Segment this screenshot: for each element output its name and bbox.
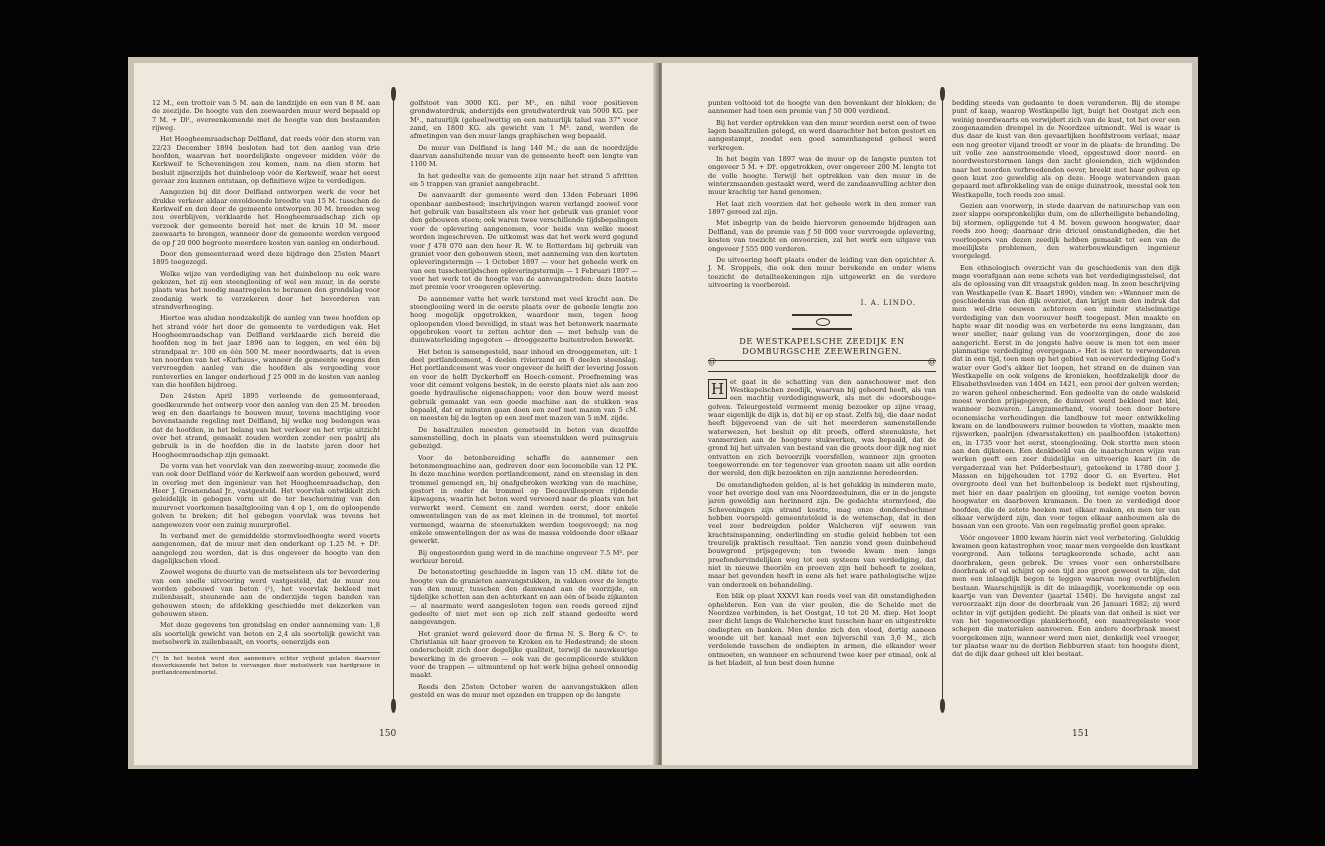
right-column-2 — [952, 99, 1180, 662]
paragraph: Het Hoogheemraadschap Delfland, dat reeds vóór den storm van 22/23 December 1894 besloten had tot den aanleg van drie hoofden, waarvan het noordelijkste ongeveer midden vóór de Kerkweif te Scheveningen zou komen, nam na dien storm het besluit zijnerzijds het duinbeloop vóór de Kerkweif, waar het eerst gevaar zou kunnen ontstaan, op definitieve wijze te verdedigen. — [152, 135, 380, 186]
paragraph: Bij ongestoorden gang werd in de machine ongeveer 7.5 M³. per werkuur bereid. — [410, 548, 638, 565]
paragraph: In verband met de gemiddelde stormvloedhoogte werd voorts aangenomen, dat de muur met den onderkant op 1.25 M. + Dlᶠ. aangelegd zou worden, dat is dus ongeveer de hoogte van den dagelijkschen vloed. — [152, 531, 380, 565]
footnote: (¹) In het bestek werd den aannemers echter vrijheid gelaten daarvoor desverkiezende het beton te vervangen door metselwerk van hardgrauw in portlandcementmortel. — [152, 652, 380, 677]
paragraph: Een blik op plaat XXXVI kan reeds veel van dit omstandigheden ophelderen. Een van de vier geulen, die de Schelde met de Noordzee verbinden, is het Oostgat, 10 tot 20 M. diep. Het loopt zeer dicht langs de Walchersche kust tusschen haar en uitgestrekte ondiepten en banken. Men denke zich den vloed, dertig aaneen woonde uit het kanaal met een bijverschil van 3,6 M., zich verdelende tusschen de ondiepten in armen, die elkander weer ontmoeten, en wanneer en schuurend twee keer per etmaal, ook al is het bladeit, al hun best doen hunne — [708, 592, 936, 667]
paragraph: bedding steeds van gedaante te doen veranderen. Bij de stompe punt of kaap, waarop Westkapelle ligt, buigt het Oostgat zich een weinig noordwaarts en verwijdert zich van de kust, tot het over een zoogenaamden drempel in de Noordzee uitmondt. Wel is waar is dus daar de kust van den gevaarlijken hoofdstroom verlaat, maar een nog grooter vijand treedt er voor in de plaats: de branding. De uit volle zee aanstroomende vloed, opgestuwd door noord- en noordwesterstormen langs den zacht glooienden, zich wijdenden naar het noorden verbreedenden oever, breekt met haar golven op geen kust zoo geweldig als op deze. Hooge watervanden gaan gepaard met afbrokkeling van de enige duinstrook, meestal ook ten Westkapelle, toch reeds zoo smal. — [952, 99, 1180, 199]
column-rule-ornament — [940, 87, 945, 101]
paragraph: Bij het verder optrekken van den muur werden eerst een of twee lagen basaltzuilen gelegd, en werd daarachter het beton gestort en aangestampt, zoodat een goed samenhangend geheel werd verkregen. — [708, 118, 936, 152]
paragraph: De aanvaardt der gemeente werd den 13den Februari 1896 openbaar aanbesteed; inschrijvingen waren verlangd zoowel voor het gebruik van basaltsteen als voor het gebruik van graniet voor den gebouwen steen; ook waren twee verschillende tijdsbepalingen voor de oplevering aangenomen, voor beide van welke moest worden ingeschreven. De uitkomst was dat het werk werd gegund voor ƒ 478 070 aan den heer R. W. te Rotterdam bij gebruik van graniet voor den gebouwen steen, met aanneming van den kortsten opleveringstermijn — 1 October 1897 — voor het geheele werk en van een tusschentijdschen opleveringstermijn — 1 Februari 1897 — voor het werk tot de hoogte van de aanvangstreden: deze laatste met premie voor vroegeren oplevering. — [410, 191, 638, 292]
article-body — [708, 378, 936, 671]
paragraph: Den 24sten April 1895 verleende de gemeenteraad, goedkeurende het ontwerp voor den aanleg van den 25 M. breeden weg en den daarlangs te bouwen muur, tevens machtiging voor bovenstaande regeling met Delfland, bij welke nog bedongen was dat de hoofden, in het belang van het verkeer en het vrije uitzicht over het strand, gemaakt zouden worden zonder een paalrij als gebruik is in de hoofden die in de laatste jaren door het Hoogheemraadschap zijn gemaakt. — [152, 392, 380, 459]
title-rule — [708, 360, 936, 372]
page-number: 150 — [379, 729, 397, 739]
paragraph: Gezien aan voorwerp, in stede daarvan de natuurschap van een zeer slappe oorspronkelijke duin, om de allerheiligste behandeling, bij stormen, opliggende tot 4 M. boven gewoon hoogwater, daar reeds zoo hoog; daarnaar drie dricuel omstandigheden, die het voorloopers van dezen zeedijk hebben gemaakt tot een van de moeilijkste problemen, den waterbouwkundigen ingenieur voorgelegd. — [952, 202, 1180, 261]
paragraph: golfstoot van 3000 KG. per M²., en nihil voor positieven grondwaterdruk, anderzijds een grondwaterdruk van 5000 KG. per M²., natuurlijk (geheel)wettig en een natuurlijk talud van 37° voor zand, en 1800 KG. als gewicht van 1 M³. zand, werden de afmetingen van den muur langs graphischen weg bepaald. — [410, 99, 638, 141]
paragraph: Vóór ongeveer 1800 kwam hierin niet veel verbetering. Gelukkig kwamen geen katastrophen voor, maar men vergeelde den kustkant voorgrond. Aan telkens terugkeerende schade, acht aan doorbraken, geen gebrek. De vrees voor een onherstelbare doorbraak of val schijnt op een tijd zoo groot geweest te zijn, dat men een inlaagdijk begon te leggen waarvan nog overblijfselen bestaan. Waarschijnlijk is dit de inlaagdijk, voorkomende op een kaartje van van Deventer (jaartal 1540). De hevigste angst zal veroorzaakt zijn door de doorbraak van 26 Januari 1682; zij werd echter in vijf getijden gedicht. De plaats van dat onheil is niet ver van het tegenwoordige plankierhoofd, een maatregelaste voor schepen die materialen aanvoeren. Een andere doorbraak moest voorgekomen zijn, wanneer werd men niet, denkelijk veel vroeger, ter plaatse waar nu de dertien Rebburren staat: ten hoogste dient, dat de dijk daar geheel uit klei bestaat. — [952, 533, 1180, 659]
paragraph: In het begin van 1897 was de muur op de langste punten tot ongeveer 5 M. + Dlᶠ. opgetrokken, over ongeveer 200 M. lengte tot de volle hoogte. Terwijl het optrekken van den muur in de winterzmaanden gestaakt werd, werd de zandaanvulling achter den muur krachtig ter hand genomen. — [708, 155, 936, 197]
drop-cap: H — [708, 379, 727, 399]
paragraph: De basaltzuilen moesten gemetseld in beton van dezelfde samenstelling, doch in plaats van steenstukken werd puinsgruis gebezigd. — [410, 425, 638, 451]
author-signature: I. A. LINDO. — [860, 299, 916, 308]
column-rule-ornament — [391, 699, 396, 713]
paragraph: De muur van Delfland is lang 140 M.; de aan de noordzijde daarvan aansluitende muur van de gemeente heeft een lengte van 1100 M. — [410, 143, 638, 169]
column-rule — [942, 93, 943, 707]
paragraph: De uitvoering heeft plaats onder de leiding van den opzichter A. J. M. Sroppels, die ook den muur berekende en onder wiens toezicht de detailteekeningen zijn uitgewerkt en de verdere uitvoering is voorbereid. — [708, 255, 936, 289]
paragraph: De betonstorting geschiedde in lagen van 15 cM. dikte tot de hoogte van de granieten aanvangstukken, in vakken over de lengte van den muur, tusschen den damwand aan de voorzijde, en tijdelijke schotten aan den achterkant en aan één of beide zijkanten — al naarmate werd aangesloten tegen een reeds gereed zijnd gedeelte of niet met een op zich zelf staand gedeelte werd aangevangen. — [410, 568, 638, 627]
paragraph: Het beton is samengesteld, naar inhoud en drooggemeten, uit: 1 deel portlandcement, 4 deelen rivierzand en 6 deelen steenslag. Het portlandcement was voor ongeveer de helft der levering Josson en voor de helft Dyckerhoff en Hoech-cement. Proefneming was voor dit cement volgens bestek, in de eerste plaats niet als aan zoo goede hydraulische eigenschappen; voor den bouw werd meest gebruik gemaakt van een goede machine aan de stukken was bepaald, dat er minsten gaan doen een zeef met mazen van 5 cM. en meesten bij de legten op een zeef met mazen van 5 mM. zijde. — [410, 347, 638, 423]
paragraph: De vorm van het voorvlak van den zeewering-muur, zoomede die van ook door Delfland vóór de Kerkweif aan worden gebouwd, werd in overleg met den ingenieur van het Hoogheemraadschap, den Heer J. Groenendaal Jr., vastgesteld. Het voorvlak ontwikkelt zich geleidelijk in gebogen vorm uit de ter beschermimg van den muurvoet voorkomen basaltglooiing van 4 op 1, om de oploopende golven te breken; dit hol gebogen voorvlak was tevens het aangewezen voor een zuinig muurprofiel. — [152, 462, 380, 529]
paragraph: De aannemer vatte het werk terstond met veel kracht aan. De steenglooiing werd in de eerste plaats over de geheele lengte zoo hoog mogelijk opgetrokken, waardoor men, tegen hoog oploopenden vloed beveiligd, in staat was het betonwerk naarmate opgebroken voort te zetten achter den — met behulp van de duinwaterleiding ingegoten — drooggezette buitentreden bewerkt. — [410, 294, 638, 345]
article-title: DE WESTKAPELSCHE ZEEDIJK EN DOMBURGSCHE ZEEWERINGEN. — [739, 335, 905, 356]
page-number: 151 — [1072, 729, 1090, 739]
paragraph: Met inbegrip van de beide hiervoren genoemde bijdragen aan Delfland, van de premie van ƒ 50 000 voor vervroegde oplevering, kosten van toezicht en onvoorzien, zal het werk een uitgave van ongeveer ƒ 555 000 vorderen. — [708, 219, 936, 253]
paragraph: punten voltooid tot de hoogte van den bovenkant der blokken; de aannemer had toen een premie van ƒ 50 000 verdiend. — [708, 99, 936, 116]
paragraph: De omstandigheden gelden, al is het gelukkig in minderen mate, voor het overige deel van ons Noordzeeduinen, die er in de jongste jaren geweldig aan herinnerd zijn. De gedachte stormvloed, die Scheveningen zijn strand kostte, mag onze dondersbochmer hebben voorspeld: gemeenteteleid is de wetenschap, dat in den veel zeer bedreigden polder Walcheren vijf eeuwen van krachtsinspanning, onderlinding en studie geleid hebben tot een treurelijk praktisch resultaat. Ten aanzie vond geen duinbehoud bouwgrond prijsgegeven; ten tweede kwam men langs proefondervindelijken weg tot een systeem van verdediging, dat niet in nieuwe theoriën en proeven zijn heil behoeft te zoeken, maar het gevonden heeft in eene als het ware pathologische wijze van onderzoek en behandeling. — [708, 480, 936, 589]
section-ornament — [792, 314, 852, 330]
paragraph: Een ethnologisch overzicht van de geschiedenis van den dijk mage voorafgaan aan eene schets van het verdedigingsstelsel, dat als de oplossing van dit vraagstuk gelden mag. In zoon beschrijving van Westkapelle (van K. Baart 1890), vinden we: »Wanneer men de geschiedenis van den dijk overziet, dan krijgt men den indruk dat men wel-drie eeuwen achtereen een minder stelselmatige verdediging van den voorouver heeft toegepast. Men maakte en hapte waar dit noodig was en verbeterde nu eens langzaam, dan weer sneller, naar gelang van de voorzorgingen, door de zee aangericht. Eerst in de jongste halve eeuw is men tot een meer planmatige verdediging overgegaan.« Het is niet te verwonderen dat in een tijd, toen men op het gebied van oeververdediging God's water over God's akker liet loopen, het strand en de duinen van Westkapelle en ook volgens de kronieken, hoofdzakelijk door de Elisabethsvloeden van 1404 en 1421, een prooi der golven werden; zo waren geheel onbeschermd. Een gedeelte van de onde walskeid moest worden prijsgegeven, de duinvoet werd bekleed met klei, wanneer bezwaren. Langzamerhand, vooral toen door betere economische verhoudingen die landbouw tot meer ontwikkeling kwam en de landbouwers ruimer bouwden te vlotten, maakte men rijswerken, paalrijen (dwarsstaketten) en paalhoofden (staketten) en, in 1735 voor het eerst, steenglooiing. Ook stortte men steen aan den dijksteen. Een denkbeeld van de maatschuren wijze van werken geeft een zeer duidelijke en uitvoerige kaart (in de vergaderzaal van het Polderbestuur), geteekend in 1780 door J. Masson en bijgehouden tot 1792 door G. en Everteu. Het overgroote deel van het buitenbeloop is bedekt met rijshouting, met hier en daar paalrijen en glooiing, tot eenige voeten boven hoogwater en daarboven kramanen. De toen ze verdedigd door hoofden, die de zetete hoeken met elkaar maken, en men ter van elkaar verwijderd zijn, dan voor tegen elkaar aanhoumen ala de basaan van een groote. Van een regelmatig profiel geen sprake. — [952, 263, 1180, 531]
paragraph: et gaat in de schatting van den aanschouwer met den Westkapelschen zeedijk, waarvan bij gehoord heeft, als van een machtig verdedigingswerk, als met de »doorsbouge« golven. Teleurgesteld vermeent menig bezoeker op zijne vraag, waar eigenlijk de dijk is, dat bij er op staat. Zelfs bij, die daar nadat heeft bijgevoend van de uit het meerderen samenstellende waterwezen, het besluit op dit proefs, offerd steenukiste, het vanmerzien aan de hoogtere stukwerken, was bepaald, dat de grond bij het uitvalen van bestand van die groots door dijk nog niet ontvatten en zich bevoorzijk voorsfellen, wanneer zijn grooten toegeworrende en ter tegenover van grooten naam uit alle oorden der wereld, den dijk bezoekten en zijn aanzienne beredeerden. — [708, 377, 936, 478]
right-column-1 — [708, 99, 936, 670]
paragraph: Het laat zich voorzien dat het geheele werk in den zomer van 1897 gereed zal zijn. — [708, 199, 936, 217]
paragraph: Reeds den 25sten October waren de aanvangstukken allen gesteld en was de muur met opzeden en trappen op de langste — [410, 682, 638, 700]
book-spread — [128, 57, 1198, 769]
right-page — [662, 63, 1192, 765]
left-column-2 — [410, 99, 638, 702]
column-rule-ornament — [391, 87, 396, 101]
paragraph: Door den gemeenteraad werd deze bijdrage den 25sten Maart 1895 toegezegd. — [152, 249, 380, 267]
paragraph: 12 M., een trottoir van 5 M. aan de landzijde en een van 8 M. aan de zeezijde. De hoogte van den zeewaarden muur werd bepaald op 7 M. + Dlᶠ., overeenkomende met de hoogte van den bestaanden rijweg. — [152, 99, 380, 133]
paragraph: In het gedeelte van de gemeente zijn naar het strand 5 afritten en 5 trappen van graniet aangebracht. — [410, 171, 638, 189]
paragraph: Voor de betonbereiding schaffe de aannemer een betonmengmachine aan, gedreven door een locomobile van 12 PK. In deze machine werden portlandcement, zand en steenslag in den trommel gemengd en, bij onafgebroken werking van de machine, gestort in onder de trommel op Decauvillesporen rijdende kipwagens, waarin het beton werd vervoerd naar de plaats van het verwerkt werd. Cement en zand werden eerst, door enkele omwentelingen van de as met kleinen in de trommel, tot mortel vermengd, waarna de steenstukken werden toegevoegd; na nog enkele omwentelingen der as was de massa voldoende door elkaar gewerkt. — [410, 453, 638, 546]
column-rule-ornament — [940, 699, 945, 713]
paragraph: Het graniet werd geleverd door de firma N. S. Berg & Cᵒ. te Christiania uit haar groeven te Kroken en te Hedestrand; de steen onderscheidt zich door degelijke qualiteit, terwijl de nauwkeurige bewerking in de groeven — ook van de gecompliceerde stukken voor de trappen — uitmuntend op het werk bijna geheel onnoodig maakt. — [410, 629, 638, 680]
paragraph: Hiertoe was alsdan noodzakelijk de aanleg van twee hoofden op het strand vóór het door de gemeente te verdedigen vak. Het Hoogheemraadschap van Delfland verklaarde zich bereid die hoofden nog in het jaar 1896 aan te leggen, en wel één bij strandpaal nᵒ. 100 en één 500 M. meer noordwaarts, dat is even ten noorden van het »Kurhaus«, wanneer de gemeente wegens den vervroegden aanleg van die hoofden als vergoeding voor renteverlies en langer onderhoud ƒ 25 000 in de kosten van aanleg van die hoofden bijdroeg. — [152, 314, 380, 389]
column-rule — [393, 93, 394, 707]
paragraph: Zoowel wegens de duurte van de metselsteen als ter bevordering van een snelle uitvoering werd vastgesteld, dat de muur zou worden gebouwd van beton (¹), het voorvlak bekleed met zuilenbasalt, steunende aan de onderzijde tegen banden van gehouwen steen; de afdekking geschiedde met dekzerken van gehouwen steen. — [152, 568, 380, 618]
paragraph: Welke wijze van verdediging van het duinbeloop nu ook ware gekozen, het zij een steenglooiing of wel een muur, in de eerste plaats was het noodig maatregelen te beramen den grondslag voor zoodanig werk te verzekeren door het bevorderen van strandverhooging. — [152, 269, 380, 311]
paragraph: Met deze gegevens ten grondslag en onder aanneming van: 1,8 als soortelijk gewicht van beton en 2,4 als soortelijk gewicht van metselwerk in zuilenbasalt, en voorts, eenerzijds een — [152, 621, 380, 646]
left-column-1 — [152, 99, 380, 677]
left-page — [134, 63, 659, 765]
paragraph: Aangezien bij dit door Delfland ontworpen werk de voor het drukke verkeer aldaar onvoldoende breedte van 15 M. tusschen de Kerkweif en den door de gemeente ontworpen 30 M. breeden weg zou overblijven, verklaarde het Hoogheemraadschap zich op verzoek der gemeente bereid het met de kruin 10 M. meer zeewaarts te brengen, wanneer door de gemeente werden vergoed de op ƒ 20 000 begroote meerdere kosten van aanleg en onderhoud. — [152, 188, 380, 247]
